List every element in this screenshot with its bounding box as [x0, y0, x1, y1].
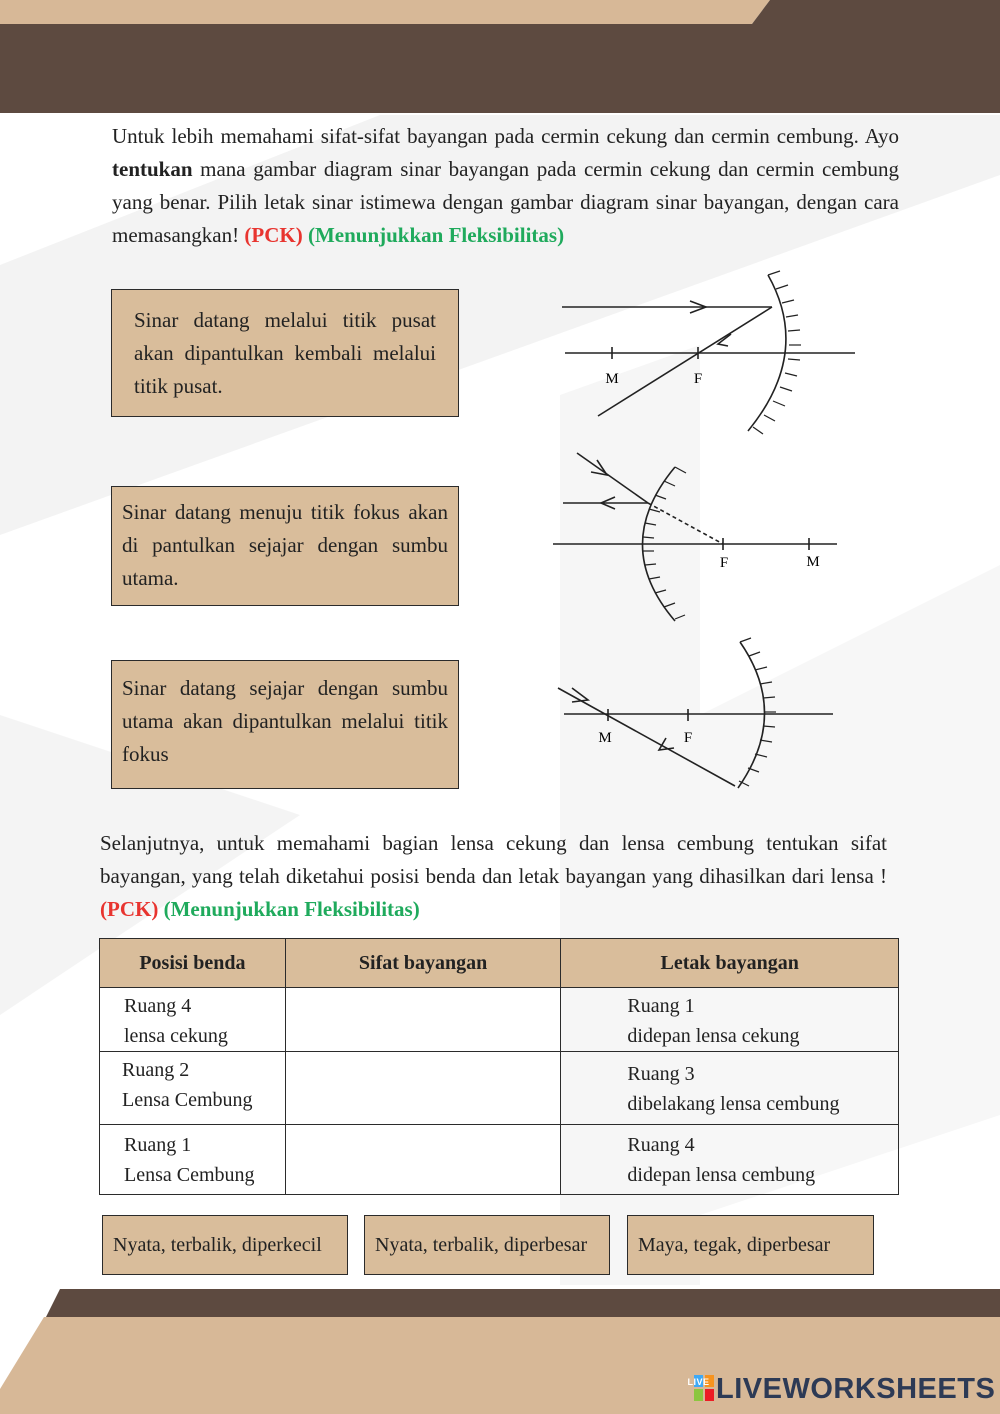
logo-text: LIVEWORKSHEETS	[716, 1373, 996, 1405]
tag-pck: (PCK)	[100, 897, 159, 921]
letak-lensa: didepan lensa cekung	[627, 1025, 800, 1047]
letak-lensa: dibelakang lensa cembung	[627, 1093, 840, 1115]
sifat-drop-zone-2[interactable]	[285, 1052, 561, 1125]
letak-ruang: Ruang 3	[627, 1063, 695, 1085]
posisi-ruang: Ruang 2	[122, 1059, 190, 1081]
letak-cell	[561, 1125, 899, 1195]
ray-diagram-1[interactable]	[540, 265, 870, 440]
match-card-3-text: Sinar datang sejajar dengan sumbu utama akan dipantulkan melalui titik fokus	[122, 676, 448, 766]
intro-text-1: Untuk lebih memahami sifat-sifat bayangan pada cermin cekung dan cermin cembung. Ayo	[112, 124, 899, 148]
posisi-cell	[100, 1052, 286, 1125]
tag-pck: (PCK)	[244, 223, 303, 247]
table-row	[100, 988, 899, 1052]
letak-ruang: Ruang 4	[627, 1134, 695, 1156]
match-card-1-text: Sinar datang melalui titik pusat akan dipantulkan kembali melalui titik pusat.	[134, 308, 436, 398]
header-letak-bayangan: Letak bayangan	[561, 939, 899, 988]
answer-option-3[interactable]: Maya, tegak, diperbesar	[627, 1215, 874, 1275]
sifat-bayangan-table	[99, 938, 899, 1195]
intro-bold: tentukan	[112, 157, 193, 181]
label-f: F	[693, 371, 703, 387]
label-f: F	[683, 730, 693, 746]
match-card-1[interactable]	[111, 289, 459, 417]
section2-paragraph	[100, 827, 887, 926]
table-row	[100, 1125, 899, 1195]
sifat-drop-zone-3[interactable]	[285, 1125, 561, 1195]
logo-mark-icon	[687, 1375, 714, 1401]
letak-ruang: Ruang 1	[627, 995, 695, 1017]
letak-cell	[561, 1052, 899, 1125]
tag-fleksibilitas: (Menunjukkan Fleksibilitas)	[307, 223, 565, 247]
answer-option-2[interactable]: Nyata, terbalik, diperbesar	[364, 1215, 610, 1275]
intro-text-2: mana gambar diagram sinar bayangan pada cermin cekung dan cermin cembung yang benar. Pilih letak sinar istimewa dengan gambar diagram sinar bayangan, dengan cara memasangkan!	[112, 157, 899, 247]
header-banner	[0, 0, 1000, 115]
answer-option-1[interactable]: Nyata, terbalik, diperkecil	[102, 1215, 348, 1275]
match-card-2-text: Sinar datang menuju titik fokus akan di pantulkan sejajar dengan sumbu utama.	[122, 500, 448, 590]
match-card-2[interactable]	[111, 486, 459, 606]
posisi-cell	[100, 988, 286, 1052]
posisi-ruang: Ruang 1	[124, 1134, 192, 1156]
table-header-row	[100, 939, 899, 988]
label-m: M	[605, 371, 619, 387]
sifat-drop-zone-1[interactable]	[285, 988, 561, 1052]
letak-lensa: didepan lensa cembung	[627, 1164, 816, 1186]
header-sifat-bayangan: Sifat bayangan	[285, 939, 561, 988]
intro-paragraph	[112, 120, 899, 252]
logo-mark-text: LIVE	[687, 1377, 710, 1387]
posisi-ruang: Ruang 4	[124, 995, 192, 1017]
ray-diagram-3[interactable]	[550, 638, 840, 793]
header-posisi-benda: Posisi benda	[100, 939, 286, 988]
ray-diagram-2[interactable]	[545, 445, 845, 627]
match-card-3[interactable]	[111, 660, 459, 789]
table-row	[100, 1052, 899, 1125]
label-m: M	[598, 730, 612, 746]
posisi-lensa: Lensa Cembung	[122, 1089, 253, 1111]
liveworksheets-logo	[687, 1373, 996, 1406]
label-m: M	[806, 554, 820, 570]
posisi-cell	[100, 1125, 286, 1195]
posisi-lensa: lensa cekung	[124, 1025, 228, 1047]
section2-text: Selanjutnya, untuk memahami bagian lensa cekung dan lensa cembung tentukan sifat bayangan, yang telah diketahui posisi benda dan letak bayangan yang dihasilkan dari lensa !	[100, 831, 887, 888]
letak-cell	[561, 988, 899, 1052]
label-f: F	[719, 555, 729, 571]
tag-fleksibilitas: (Menunjukkan Fleksibilitas)	[163, 897, 420, 921]
posisi-lensa: Lensa Cembung	[124, 1164, 255, 1186]
